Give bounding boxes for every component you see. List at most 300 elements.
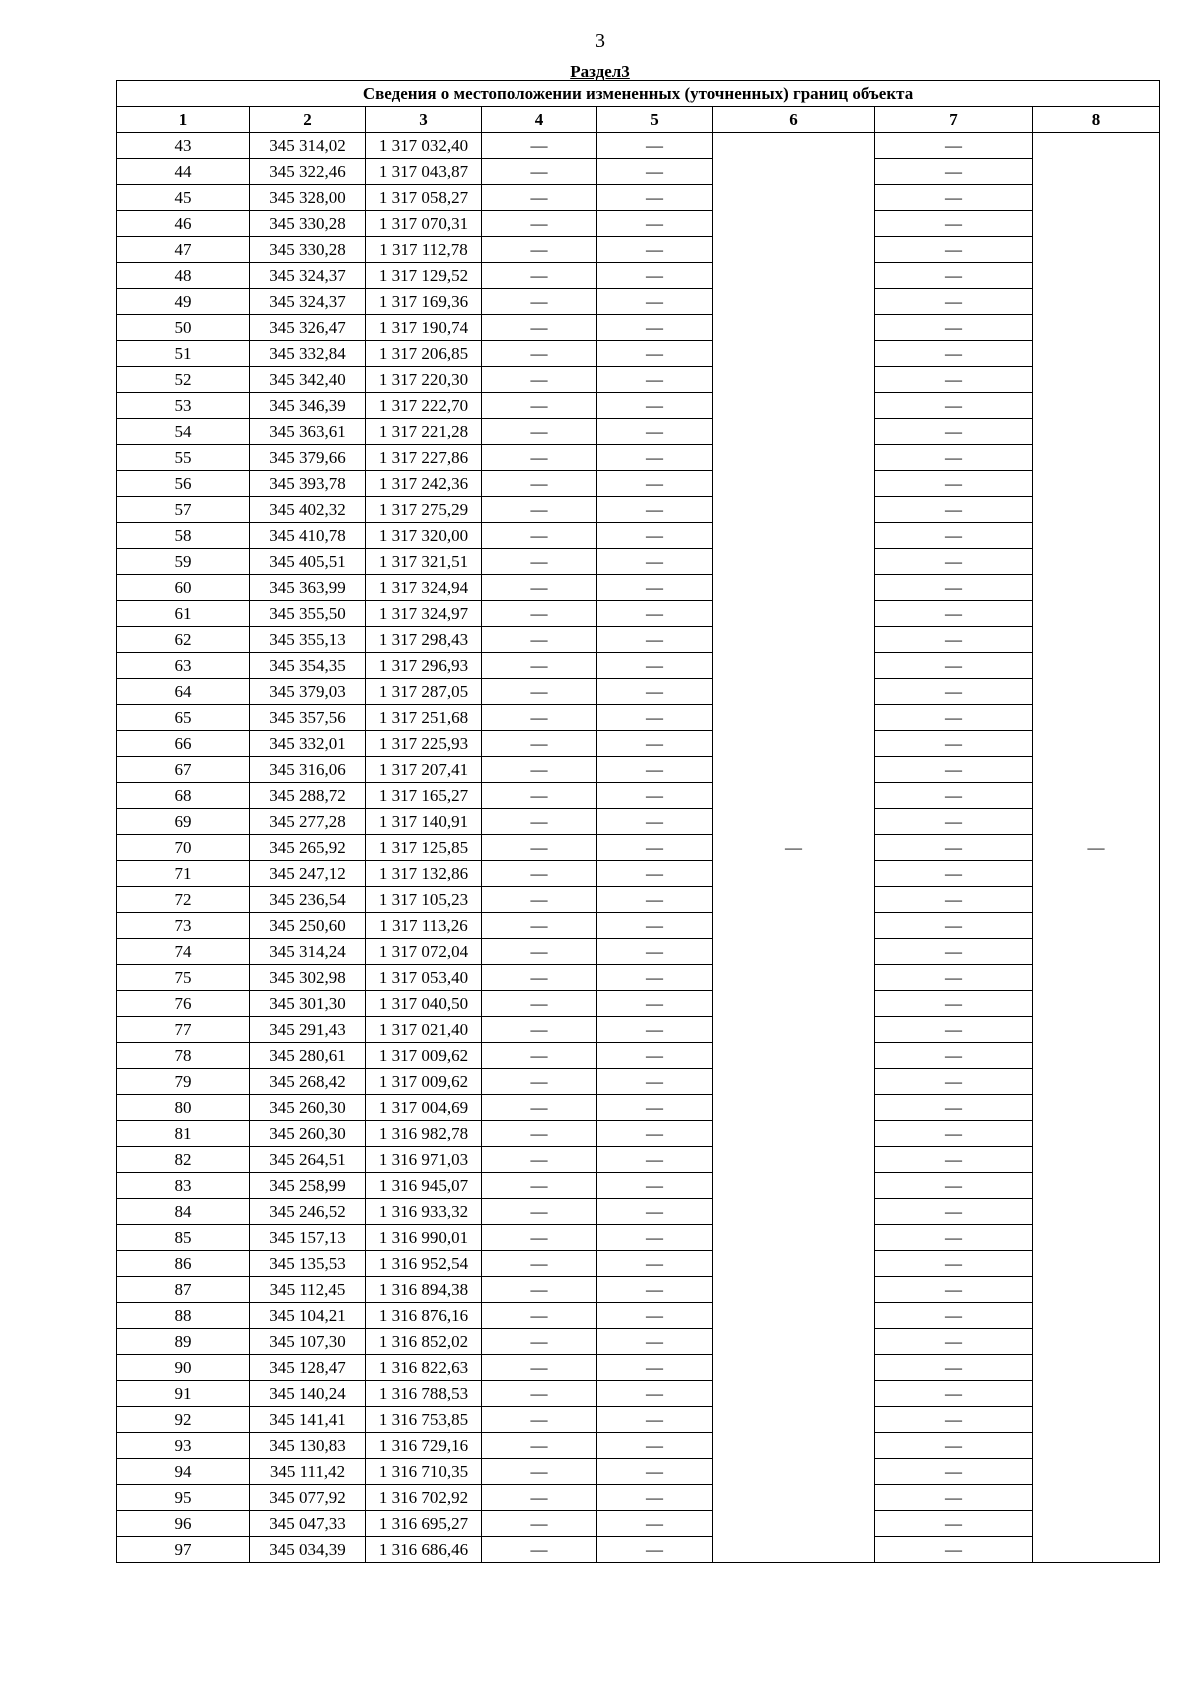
x-coordinate-cell: 345 301,30 xyxy=(250,991,366,1017)
x-coordinate-cell: 345 316,06 xyxy=(250,757,366,783)
col7-dash-cell: — xyxy=(875,1017,1033,1043)
col4-dash-cell: — xyxy=(482,549,597,575)
x-coordinate-cell: 345 077,92 xyxy=(250,1485,366,1511)
col5-dash-cell: — xyxy=(597,237,713,263)
col4-dash-cell: — xyxy=(482,575,597,601)
point-number-cell: 50 xyxy=(117,315,250,341)
col4-dash-cell: — xyxy=(482,1277,597,1303)
table-row xyxy=(117,1199,1160,1225)
col7-dash-cell: — xyxy=(875,1147,1033,1173)
col4-dash-cell: — xyxy=(482,159,597,185)
point-number-cell: 78 xyxy=(117,1043,250,1069)
col4-dash-cell: — xyxy=(482,991,597,1017)
table-row xyxy=(117,731,1160,757)
table-row xyxy=(117,1355,1160,1381)
point-number-cell: 84 xyxy=(117,1199,250,1225)
table-row xyxy=(117,939,1160,965)
col5-dash-cell: — xyxy=(597,1511,713,1537)
col5-dash-cell: — xyxy=(597,445,713,471)
col4-dash-cell: — xyxy=(482,263,597,289)
col4-dash-cell: — xyxy=(482,913,597,939)
col7-dash-cell: — xyxy=(875,1173,1033,1199)
col8-dash: — xyxy=(1087,838,1105,857)
x-coordinate-cell: 345 277,28 xyxy=(250,809,366,835)
col5-dash-cell: — xyxy=(597,861,713,887)
x-coordinate-cell: 345 157,13 xyxy=(250,1225,366,1251)
col4-dash-cell: — xyxy=(482,835,597,861)
table-row xyxy=(117,1251,1160,1277)
x-coordinate-cell: 345 141,41 xyxy=(250,1407,366,1433)
table-row xyxy=(117,809,1160,835)
point-number-cell: 94 xyxy=(117,1459,250,1485)
col7-dash-cell: — xyxy=(875,497,1033,523)
col5-dash-cell: — xyxy=(597,887,713,913)
col7-dash-cell: — xyxy=(875,367,1033,393)
col7-dash-cell: — xyxy=(875,419,1033,445)
x-coordinate-cell: 345 326,47 xyxy=(250,315,366,341)
col7-dash-cell: — xyxy=(875,783,1033,809)
y-coordinate-cell: 1 317 165,27 xyxy=(366,783,482,809)
col5-dash-cell: — xyxy=(597,835,713,861)
column-number-8: 8 xyxy=(1033,107,1160,133)
y-coordinate-cell: 1 317 129,52 xyxy=(366,263,482,289)
table-row xyxy=(117,1407,1160,1433)
point-number-cell: 57 xyxy=(117,497,250,523)
col5-dash-cell: — xyxy=(597,1459,713,1485)
col7-dash-cell: — xyxy=(875,835,1033,861)
col4-dash-cell: — xyxy=(482,523,597,549)
table-row xyxy=(117,1459,1160,1485)
col5-dash-cell: — xyxy=(597,159,713,185)
col7-dash-cell: — xyxy=(875,263,1033,289)
col4-dash-cell: — xyxy=(482,1407,597,1433)
col5-dash-cell: — xyxy=(597,809,713,835)
col5-dash-cell: — xyxy=(597,1225,713,1251)
x-coordinate-cell: 345 393,78 xyxy=(250,471,366,497)
col5-dash-cell: — xyxy=(597,1173,713,1199)
col4-dash-cell: — xyxy=(482,367,597,393)
y-coordinate-cell: 1 317 206,85 xyxy=(366,341,482,367)
x-coordinate-cell: 345 130,83 xyxy=(250,1433,366,1459)
point-number-cell: 77 xyxy=(117,1017,250,1043)
x-coordinate-cell: 345 265,92 xyxy=(250,835,366,861)
col5-dash-cell: — xyxy=(597,549,713,575)
col4-dash-cell: — xyxy=(482,1303,597,1329)
col4-dash-cell: — xyxy=(482,1459,597,1485)
col4-dash-cell: — xyxy=(482,1173,597,1199)
point-number-cell: 97 xyxy=(117,1537,250,1563)
col5-dash-cell: — xyxy=(597,601,713,627)
x-coordinate-cell: 345 047,33 xyxy=(250,1511,366,1537)
col5-dash-cell: — xyxy=(597,1069,713,1095)
table-row xyxy=(117,1043,1160,1069)
col4-dash-cell: — xyxy=(482,1069,597,1095)
x-coordinate-cell: 345 342,40 xyxy=(250,367,366,393)
col7-dash-cell: — xyxy=(875,1537,1033,1563)
col5-dash-cell: — xyxy=(597,185,713,211)
y-coordinate-cell: 1 316 876,16 xyxy=(366,1303,482,1329)
col7-dash-cell: — xyxy=(875,445,1033,471)
col4-dash-cell: — xyxy=(482,601,597,627)
table-row xyxy=(117,1381,1160,1407)
col4-dash-cell: — xyxy=(482,1147,597,1173)
col4-dash-cell: — xyxy=(482,1043,597,1069)
col4-dash-cell: — xyxy=(482,1017,597,1043)
point-number-cell: 55 xyxy=(117,445,250,471)
point-number-cell: 49 xyxy=(117,289,250,315)
col7-dash-cell: — xyxy=(875,523,1033,549)
y-coordinate-cell: 1 316 894,38 xyxy=(366,1277,482,1303)
table-row xyxy=(117,497,1160,523)
col7-dash-cell: — xyxy=(875,939,1033,965)
x-coordinate-cell: 345 260,30 xyxy=(250,1095,366,1121)
col5-dash-cell: — xyxy=(597,1303,713,1329)
boundary-table-container xyxy=(116,80,1159,1563)
table-row xyxy=(117,627,1160,653)
y-coordinate-cell: 1 317 324,97 xyxy=(366,601,482,627)
col5-dash-cell: — xyxy=(597,523,713,549)
column-number-7: 7 xyxy=(875,107,1033,133)
y-coordinate-cell: 1 317 298,43 xyxy=(366,627,482,653)
col5-dash-cell: — xyxy=(597,1277,713,1303)
x-coordinate-cell: 345 410,78 xyxy=(250,523,366,549)
table-row xyxy=(117,341,1160,367)
col5-dash-cell: — xyxy=(597,1199,713,1225)
col7-dash-cell: — xyxy=(875,393,1033,419)
point-number-cell: 65 xyxy=(117,705,250,731)
col4-dash-cell: — xyxy=(482,965,597,991)
y-coordinate-cell: 1 317 242,36 xyxy=(366,471,482,497)
table-row xyxy=(117,1095,1160,1121)
page-number: 3 xyxy=(595,30,605,52)
col7-dash-cell: — xyxy=(875,185,1033,211)
col4-dash-cell: — xyxy=(482,1251,597,1277)
point-number-cell: 63 xyxy=(117,653,250,679)
col7-dash-cell: — xyxy=(875,133,1033,159)
point-number-cell: 75 xyxy=(117,965,250,991)
point-number-cell: 64 xyxy=(117,679,250,705)
col5-dash-cell: — xyxy=(597,1251,713,1277)
y-coordinate-cell: 1 317 275,29 xyxy=(366,497,482,523)
table-row xyxy=(117,1303,1160,1329)
point-number-cell: 43 xyxy=(117,133,250,159)
col5-dash-cell: — xyxy=(597,1043,713,1069)
col4-dash-cell: — xyxy=(482,731,597,757)
x-coordinate-cell: 345 405,51 xyxy=(250,549,366,575)
column-number-5: 5 xyxy=(597,107,713,133)
y-coordinate-cell: 1 316 686,46 xyxy=(366,1537,482,1563)
y-coordinate-cell: 1 317 287,05 xyxy=(366,679,482,705)
col7-dash-cell: — xyxy=(875,1277,1033,1303)
col4-dash-cell: — xyxy=(482,705,597,731)
x-coordinate-cell: 345 236,54 xyxy=(250,887,366,913)
col5-dash-cell: — xyxy=(597,783,713,809)
x-coordinate-cell: 345 034,39 xyxy=(250,1537,366,1563)
x-coordinate-cell: 345 330,28 xyxy=(250,237,366,263)
col5-dash-cell: — xyxy=(597,289,713,315)
table-row xyxy=(117,1147,1160,1173)
x-coordinate-cell: 345 355,50 xyxy=(250,601,366,627)
table-row xyxy=(117,1485,1160,1511)
point-number-cell: 89 xyxy=(117,1329,250,1355)
col5-dash-cell: — xyxy=(597,757,713,783)
table-row xyxy=(117,471,1160,497)
col4-dash-cell: — xyxy=(482,809,597,835)
x-coordinate-cell: 345 140,24 xyxy=(250,1381,366,1407)
point-number-cell: 86 xyxy=(117,1251,250,1277)
col5-dash-cell: — xyxy=(597,991,713,1017)
col4-dash-cell: — xyxy=(482,1433,597,1459)
point-number-cell: 83 xyxy=(117,1173,250,1199)
x-coordinate-cell: 345 314,24 xyxy=(250,939,366,965)
y-coordinate-cell: 1 317 112,78 xyxy=(366,237,482,263)
col5-dash-cell: — xyxy=(597,913,713,939)
col7-dash-cell: — xyxy=(875,679,1033,705)
x-coordinate-cell: 345 112,45 xyxy=(250,1277,366,1303)
col7-dash-cell: — xyxy=(875,1199,1033,1225)
col5-dash-cell: — xyxy=(597,679,713,705)
table-row xyxy=(117,289,1160,315)
x-coordinate-cell: 345 280,61 xyxy=(250,1043,366,1069)
col5-dash-cell: — xyxy=(597,1537,713,1563)
table-row xyxy=(117,679,1160,705)
y-coordinate-cell: 1 317 221,28 xyxy=(366,419,482,445)
point-number-cell: 69 xyxy=(117,809,250,835)
point-number-cell: 59 xyxy=(117,549,250,575)
y-coordinate-cell: 1 317 251,68 xyxy=(366,705,482,731)
table-row xyxy=(117,757,1160,783)
y-coordinate-cell: 1 317 321,51 xyxy=(366,549,482,575)
y-coordinate-cell: 1 317 320,00 xyxy=(366,523,482,549)
col4-dash-cell: — xyxy=(482,1355,597,1381)
y-coordinate-cell: 1 317 040,50 xyxy=(366,991,482,1017)
col6-merged-cell xyxy=(713,133,875,1563)
col8-merged-cell xyxy=(1033,133,1160,1563)
x-coordinate-cell: 345 314,02 xyxy=(250,133,366,159)
col7-dash-cell: — xyxy=(875,653,1033,679)
col7-dash-cell: — xyxy=(875,887,1033,913)
y-coordinate-cell: 1 316 945,07 xyxy=(366,1173,482,1199)
x-coordinate-cell: 345 363,61 xyxy=(250,419,366,445)
table-row xyxy=(117,575,1160,601)
table-row xyxy=(117,1173,1160,1199)
col4-dash-cell: — xyxy=(482,445,597,471)
col5-dash-cell: — xyxy=(597,653,713,679)
col7-dash-cell: — xyxy=(875,1485,1033,1511)
x-coordinate-cell: 345 247,12 xyxy=(250,861,366,887)
point-number-cell: 70 xyxy=(117,835,250,861)
x-coordinate-cell: 345 111,42 xyxy=(250,1459,366,1485)
col4-dash-cell: — xyxy=(482,939,597,965)
col7-dash-cell: — xyxy=(875,1407,1033,1433)
table-row xyxy=(117,887,1160,913)
col4-dash-cell: — xyxy=(482,679,597,705)
col4-dash-cell: — xyxy=(482,185,597,211)
table-row xyxy=(117,211,1160,237)
col7-dash-cell: — xyxy=(875,1251,1033,1277)
point-number-cell: 80 xyxy=(117,1095,250,1121)
table-row xyxy=(117,549,1160,575)
col7-dash-cell: — xyxy=(875,757,1033,783)
col5-dash-cell: — xyxy=(597,393,713,419)
point-number-cell: 95 xyxy=(117,1485,250,1511)
y-coordinate-cell: 1 316 702,92 xyxy=(366,1485,482,1511)
col7-dash-cell: — xyxy=(875,549,1033,575)
x-coordinate-cell: 345 332,84 xyxy=(250,341,366,367)
col7-dash-cell: — xyxy=(875,1069,1033,1095)
y-coordinate-cell: 1 317 053,40 xyxy=(366,965,482,991)
x-coordinate-cell: 345 302,98 xyxy=(250,965,366,991)
table-row xyxy=(117,419,1160,445)
col5-dash-cell: — xyxy=(597,211,713,237)
x-coordinate-cell: 345 328,00 xyxy=(250,185,366,211)
col5-dash-cell: — xyxy=(597,497,713,523)
col7-dash-cell: — xyxy=(875,159,1033,185)
col4-dash-cell: — xyxy=(482,341,597,367)
x-coordinate-cell: 345 264,51 xyxy=(250,1147,366,1173)
point-number-cell: 46 xyxy=(117,211,250,237)
y-coordinate-cell: 1 317 105,23 xyxy=(366,887,482,913)
y-coordinate-cell: 1 316 952,54 xyxy=(366,1251,482,1277)
col7-dash-cell: — xyxy=(875,1043,1033,1069)
col4-dash-cell: — xyxy=(482,133,597,159)
x-coordinate-cell: 345 128,47 xyxy=(250,1355,366,1381)
x-coordinate-cell: 345 104,21 xyxy=(250,1303,366,1329)
col5-dash-cell: — xyxy=(597,471,713,497)
table-row xyxy=(117,1121,1160,1147)
table-row xyxy=(117,653,1160,679)
x-coordinate-cell: 345 107,30 xyxy=(250,1329,366,1355)
table-row xyxy=(117,1537,1160,1563)
point-number-cell: 85 xyxy=(117,1225,250,1251)
y-coordinate-cell: 1 316 982,78 xyxy=(366,1121,482,1147)
col4-dash-cell: — xyxy=(482,497,597,523)
col4-dash-cell: — xyxy=(482,1485,597,1511)
point-number-cell: 52 xyxy=(117,367,250,393)
col5-dash-cell: — xyxy=(597,1095,713,1121)
y-coordinate-cell: 1 317 009,62 xyxy=(366,1069,482,1095)
col4-dash-cell: — xyxy=(482,1121,597,1147)
col4-dash-cell: — xyxy=(482,861,597,887)
table-row xyxy=(117,861,1160,887)
x-coordinate-cell: 345 332,01 xyxy=(250,731,366,757)
col5-dash-cell: — xyxy=(597,1355,713,1381)
y-coordinate-cell: 1 317 132,86 xyxy=(366,861,482,887)
y-coordinate-cell: 1 317 225,93 xyxy=(366,731,482,757)
point-number-cell: 74 xyxy=(117,939,250,965)
point-number-cell: 73 xyxy=(117,913,250,939)
y-coordinate-cell: 1 317 125,85 xyxy=(366,835,482,861)
col5-dash-cell: — xyxy=(597,731,713,757)
y-coordinate-cell: 1 317 227,86 xyxy=(366,445,482,471)
col4-dash-cell: — xyxy=(482,653,597,679)
col7-dash-cell: — xyxy=(875,913,1033,939)
col5-dash-cell: — xyxy=(597,263,713,289)
boundary-coordinates-table xyxy=(116,80,1160,1563)
y-coordinate-cell: 1 317 222,70 xyxy=(366,393,482,419)
table-row xyxy=(117,1017,1160,1043)
x-coordinate-cell: 345 402,32 xyxy=(250,497,366,523)
point-number-cell: 56 xyxy=(117,471,250,497)
y-coordinate-cell: 1 317 058,27 xyxy=(366,185,482,211)
col5-dash-cell: — xyxy=(597,1147,713,1173)
point-number-cell: 92 xyxy=(117,1407,250,1433)
point-number-cell: 48 xyxy=(117,263,250,289)
table-row xyxy=(117,1225,1160,1251)
y-coordinate-cell: 1 316 695,27 xyxy=(366,1511,482,1537)
x-coordinate-cell: 345 250,60 xyxy=(250,913,366,939)
col7-dash-cell: — xyxy=(875,237,1033,263)
col4-dash-cell: — xyxy=(482,627,597,653)
col4-dash-cell: — xyxy=(482,1199,597,1225)
col7-dash-cell: — xyxy=(875,1381,1033,1407)
table-row xyxy=(117,237,1160,263)
table-caption: Сведения о местоположении измененных (уточненных) границ объекта xyxy=(117,81,1160,107)
col5-dash-cell: — xyxy=(597,1017,713,1043)
point-number-cell: 68 xyxy=(117,783,250,809)
col7-dash-cell: — xyxy=(875,861,1033,887)
point-number-cell: 72 xyxy=(117,887,250,913)
col5-dash-cell: — xyxy=(597,1121,713,1147)
point-number-cell: 44 xyxy=(117,159,250,185)
x-coordinate-cell: 345 355,13 xyxy=(250,627,366,653)
col5-dash-cell: — xyxy=(597,133,713,159)
col7-dash-cell: — xyxy=(875,315,1033,341)
col7-dash-cell: — xyxy=(875,1121,1033,1147)
col4-dash-cell: — xyxy=(482,1095,597,1121)
col7-dash-cell: — xyxy=(875,965,1033,991)
col5-dash-cell: — xyxy=(597,419,713,445)
x-coordinate-cell: 345 324,37 xyxy=(250,289,366,315)
table-row xyxy=(117,1433,1160,1459)
y-coordinate-cell: 1 317 021,40 xyxy=(366,1017,482,1043)
col4-dash-cell: — xyxy=(482,1511,597,1537)
y-coordinate-cell: 1 317 169,36 xyxy=(366,289,482,315)
col7-dash-cell: — xyxy=(875,705,1033,731)
table-row xyxy=(117,1329,1160,1355)
point-number-cell: 79 xyxy=(117,1069,250,1095)
point-number-cell: 81 xyxy=(117,1121,250,1147)
col5-dash-cell: — xyxy=(597,367,713,393)
col5-dash-cell: — xyxy=(597,705,713,731)
point-number-cell: 47 xyxy=(117,237,250,263)
y-coordinate-cell: 1 317 043,87 xyxy=(366,159,482,185)
table-row xyxy=(117,1277,1160,1303)
table-row xyxy=(117,913,1160,939)
col4-dash-cell: — xyxy=(482,393,597,419)
col7-dash-cell: — xyxy=(875,289,1033,315)
point-number-cell: 45 xyxy=(117,185,250,211)
col5-dash-cell: — xyxy=(597,1485,713,1511)
table-row xyxy=(117,133,1160,159)
table-row xyxy=(117,965,1160,991)
table-row xyxy=(117,315,1160,341)
x-coordinate-cell: 345 322,46 xyxy=(250,159,366,185)
col7-dash-cell: — xyxy=(875,575,1033,601)
table-row xyxy=(117,1069,1160,1095)
col5-dash-cell: — xyxy=(597,315,713,341)
section-title: Раздел3 xyxy=(570,62,630,81)
col4-dash-cell: — xyxy=(482,419,597,445)
point-number-cell: 58 xyxy=(117,523,250,549)
x-coordinate-cell: 345 135,53 xyxy=(250,1251,366,1277)
col4-dash-cell: — xyxy=(482,1381,597,1407)
column-number-6: 6 xyxy=(713,107,875,133)
col4-dash-cell: — xyxy=(482,315,597,341)
point-number-cell: 82 xyxy=(117,1147,250,1173)
col5-dash-cell: — xyxy=(597,1407,713,1433)
y-coordinate-cell: 1 317 004,69 xyxy=(366,1095,482,1121)
